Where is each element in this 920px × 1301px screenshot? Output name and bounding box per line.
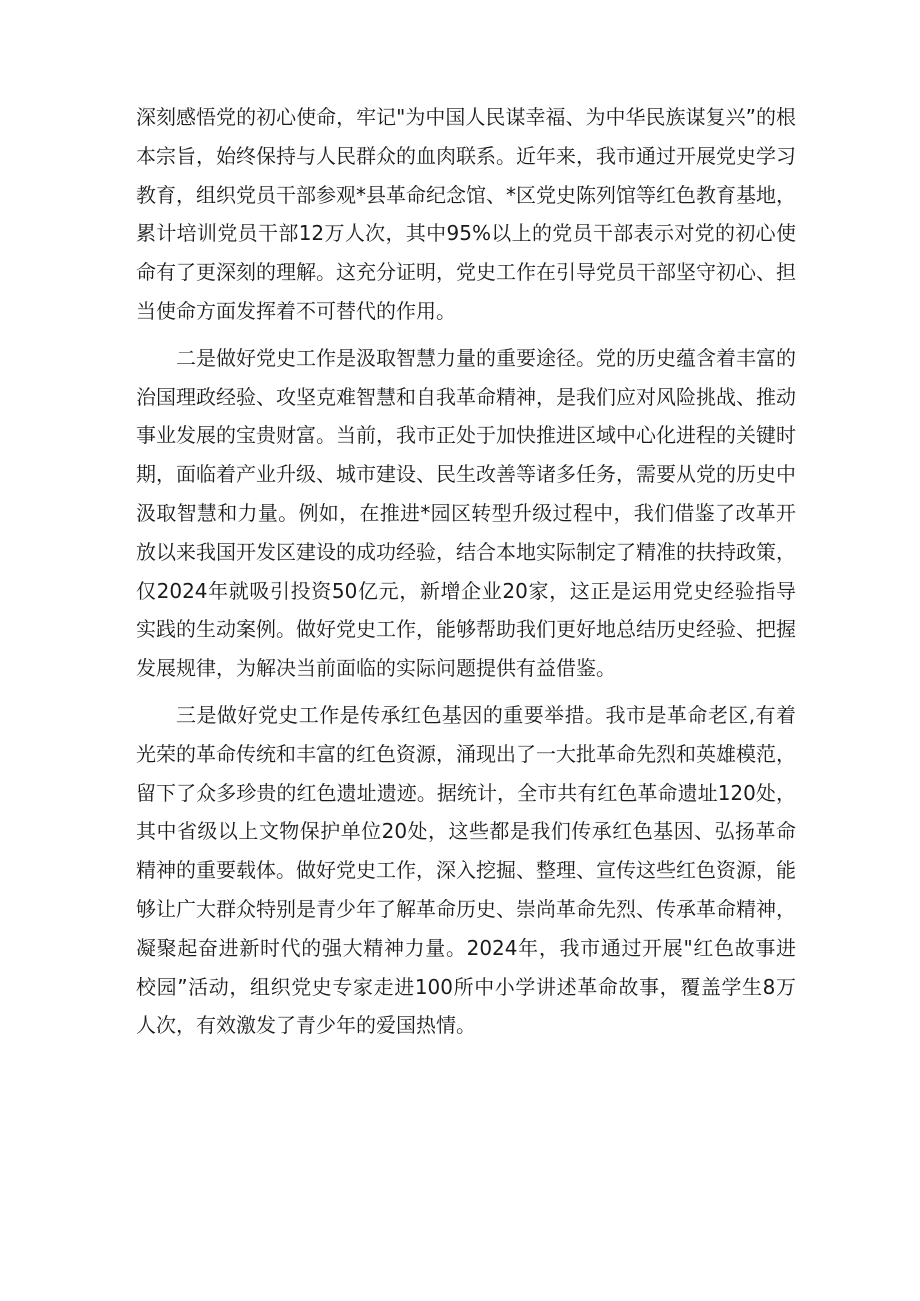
paragraph-3-red-gene: 三是做好党史工作是传承红色基因的重要举措。我市是革命老区,有着光荣的革命传统和丰富的红色资源，涌现出了一大批革命先烈和英雄模范，留下了众多珍贵的红色遗址遗迹。据统计，全市共有红色革命遗址120处，其中省级以上文物保护单位20处，这些都是我们传承红色基因、弘扬革命精神的重要载体。做好党史工作，深入挖掘、整理、宣传这些红色资源，能够让广大群众特别是青少年了解革命历史、崇尚革命先烈、传承革命精神，凝聚起奋进新时代的强大精神力量。2024年，我市通过开展"红色故事进校园”活动，组织党史专家走进100所中小学讲述革命故事，覆盖学生8万人次，有效激发了青少年的爱国热情。 bbox=[136, 702, 796, 1038]
paragraph-2-wisdom: 二是做好党史工作是汲取智慧力量的重要途径。党的历史蕴含着丰富的治国理政经验、攻坚克难智慧和自我革命精神，是我们应对风险挑战、推动事业发展的宝贵财富。当前，我市正处于加快推进区域中心化进程的关键时期，面临着产业升级、城市建设、民生改善等诸多任务，需要从党的历史中汲取智慧和力量。例如，在推进*园区转型升级过程中，我们借鉴了改革开放以来我国开发区建设的成功经验，结合本地实际制定了精准的扶持政策，仅2024年就吸引投资50亿元，新增企业20家，这正是运用党史经验指导实践的生动案例。做好党史工作，能够帮助我们更好地总结历史经验、把握发展规律，为解决当前面临的实际问题提供有益借鉴。 bbox=[136, 345, 796, 681]
paragraph-1-continuation: 深刻感悟党的初心使命，牢记"为中国人民谋幸福、为中华民族谋复兴”的根本宗旨，始终保持与人民群众的血肉联系。近年来，我市通过开展党史学习教育，组织党员干部参观*县革命纪念馆、*区党史陈列馆等红色教育基地，累计培训党员干部12万人次，其中95%以上的党员干部表示对党的初心使命有了更深刻的理解。这充分证明，党史工作在引导党员干部坚守初心、担当使命方面发挥着不可替代的作用。 bbox=[136, 105, 796, 323]
document-body bbox=[136, 98, 796, 1045]
